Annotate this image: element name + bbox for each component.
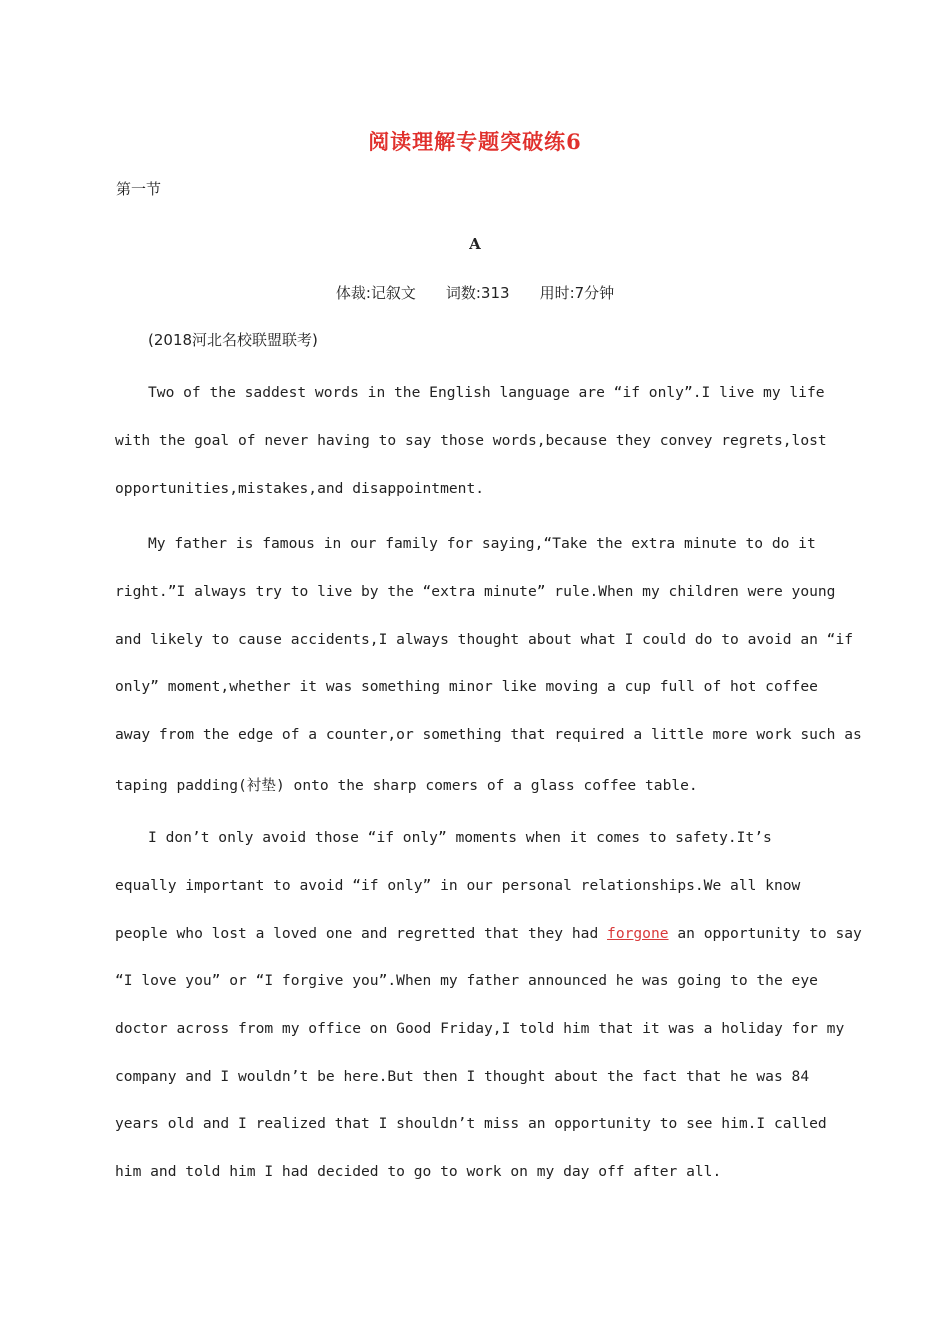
paragraph-3-line-3 [115, 925, 862, 942]
passage-source: (2018河北名校联盟联考) [148, 331, 318, 349]
paragraph-3-line-7: years old and I realized that I shouldn’t miss an opportunity to see him.I called [115, 1115, 827, 1132]
paragraph-3-line-8: him and told him I had decided to go to work on my day off after all. [115, 1163, 722, 1180]
page-title: 阅读理解专题突破练6 [368, 129, 582, 154]
paragraph-2-line-1: My father is famous in our family for saying,“Take the extra minute to do it [148, 535, 816, 552]
paragraph-2-line-3: and likely to cause accidents,I always thought about what I could do to avoid an “if [115, 631, 854, 648]
paragraph-3-line-6: company and I wouldn’t be here.But then I thought about the fact that he was 84 [115, 1068, 810, 1085]
passage-label: A [469, 235, 481, 253]
paragraph-3-line-4: “I love you” or “I forgive you”.When my father announced he was going to the eye [115, 972, 818, 989]
paragraph-3-line-2: equally important to avoid “if only” in our personal relationships.We all know [115, 877, 801, 894]
paragraph-3-line-5: doctor across from my office on Good Friday,I told him that it was a holiday for my [115, 1020, 845, 1037]
passage-meta [0, 282, 950, 303]
paragraph-3-line-1: I don’t only avoid those “if only” moments when it comes to safety.It’s [148, 829, 772, 846]
time-label: 用时:7分钟 [539, 284, 615, 302]
paragraph-1-line-2: with the goal of never having to say those words,because they convey regrets,lost [115, 432, 827, 449]
genre-label: 体裁:记叙文 [335, 284, 416, 302]
paragraph-2-line-5: away from the edge of a counter,or something that required a little more work such as [115, 726, 862, 743]
highlighted-word-forgone: forgone [607, 925, 669, 942]
paragraph-1-line-3: opportunities,mistakes,and disappointment. [115, 480, 485, 497]
word-count-label: 词数:313 [445, 284, 510, 302]
paragraph-2-line-2: right.”I always try to live by the “extra minute” rule.When my children were young [115, 583, 836, 600]
section-label: 第一节 [116, 180, 162, 198]
paragraph-1-line-1: Two of the saddest words in the English language are “if only”.I live my life [148, 384, 825, 401]
paragraph-2-line-4: only” moment,whether it was something minor like moving a cup full of hot coffee [115, 678, 818, 695]
paragraph-3-line-3-start: people who lost a loved one and regretted that they had [115, 925, 608, 942]
paragraph-3-line-3-end: an opportunity to say [668, 925, 862, 942]
paragraph-2-line-6: taping padding(衬垫) onto the sharp comers of a glass coffee table. [115, 777, 698, 794]
